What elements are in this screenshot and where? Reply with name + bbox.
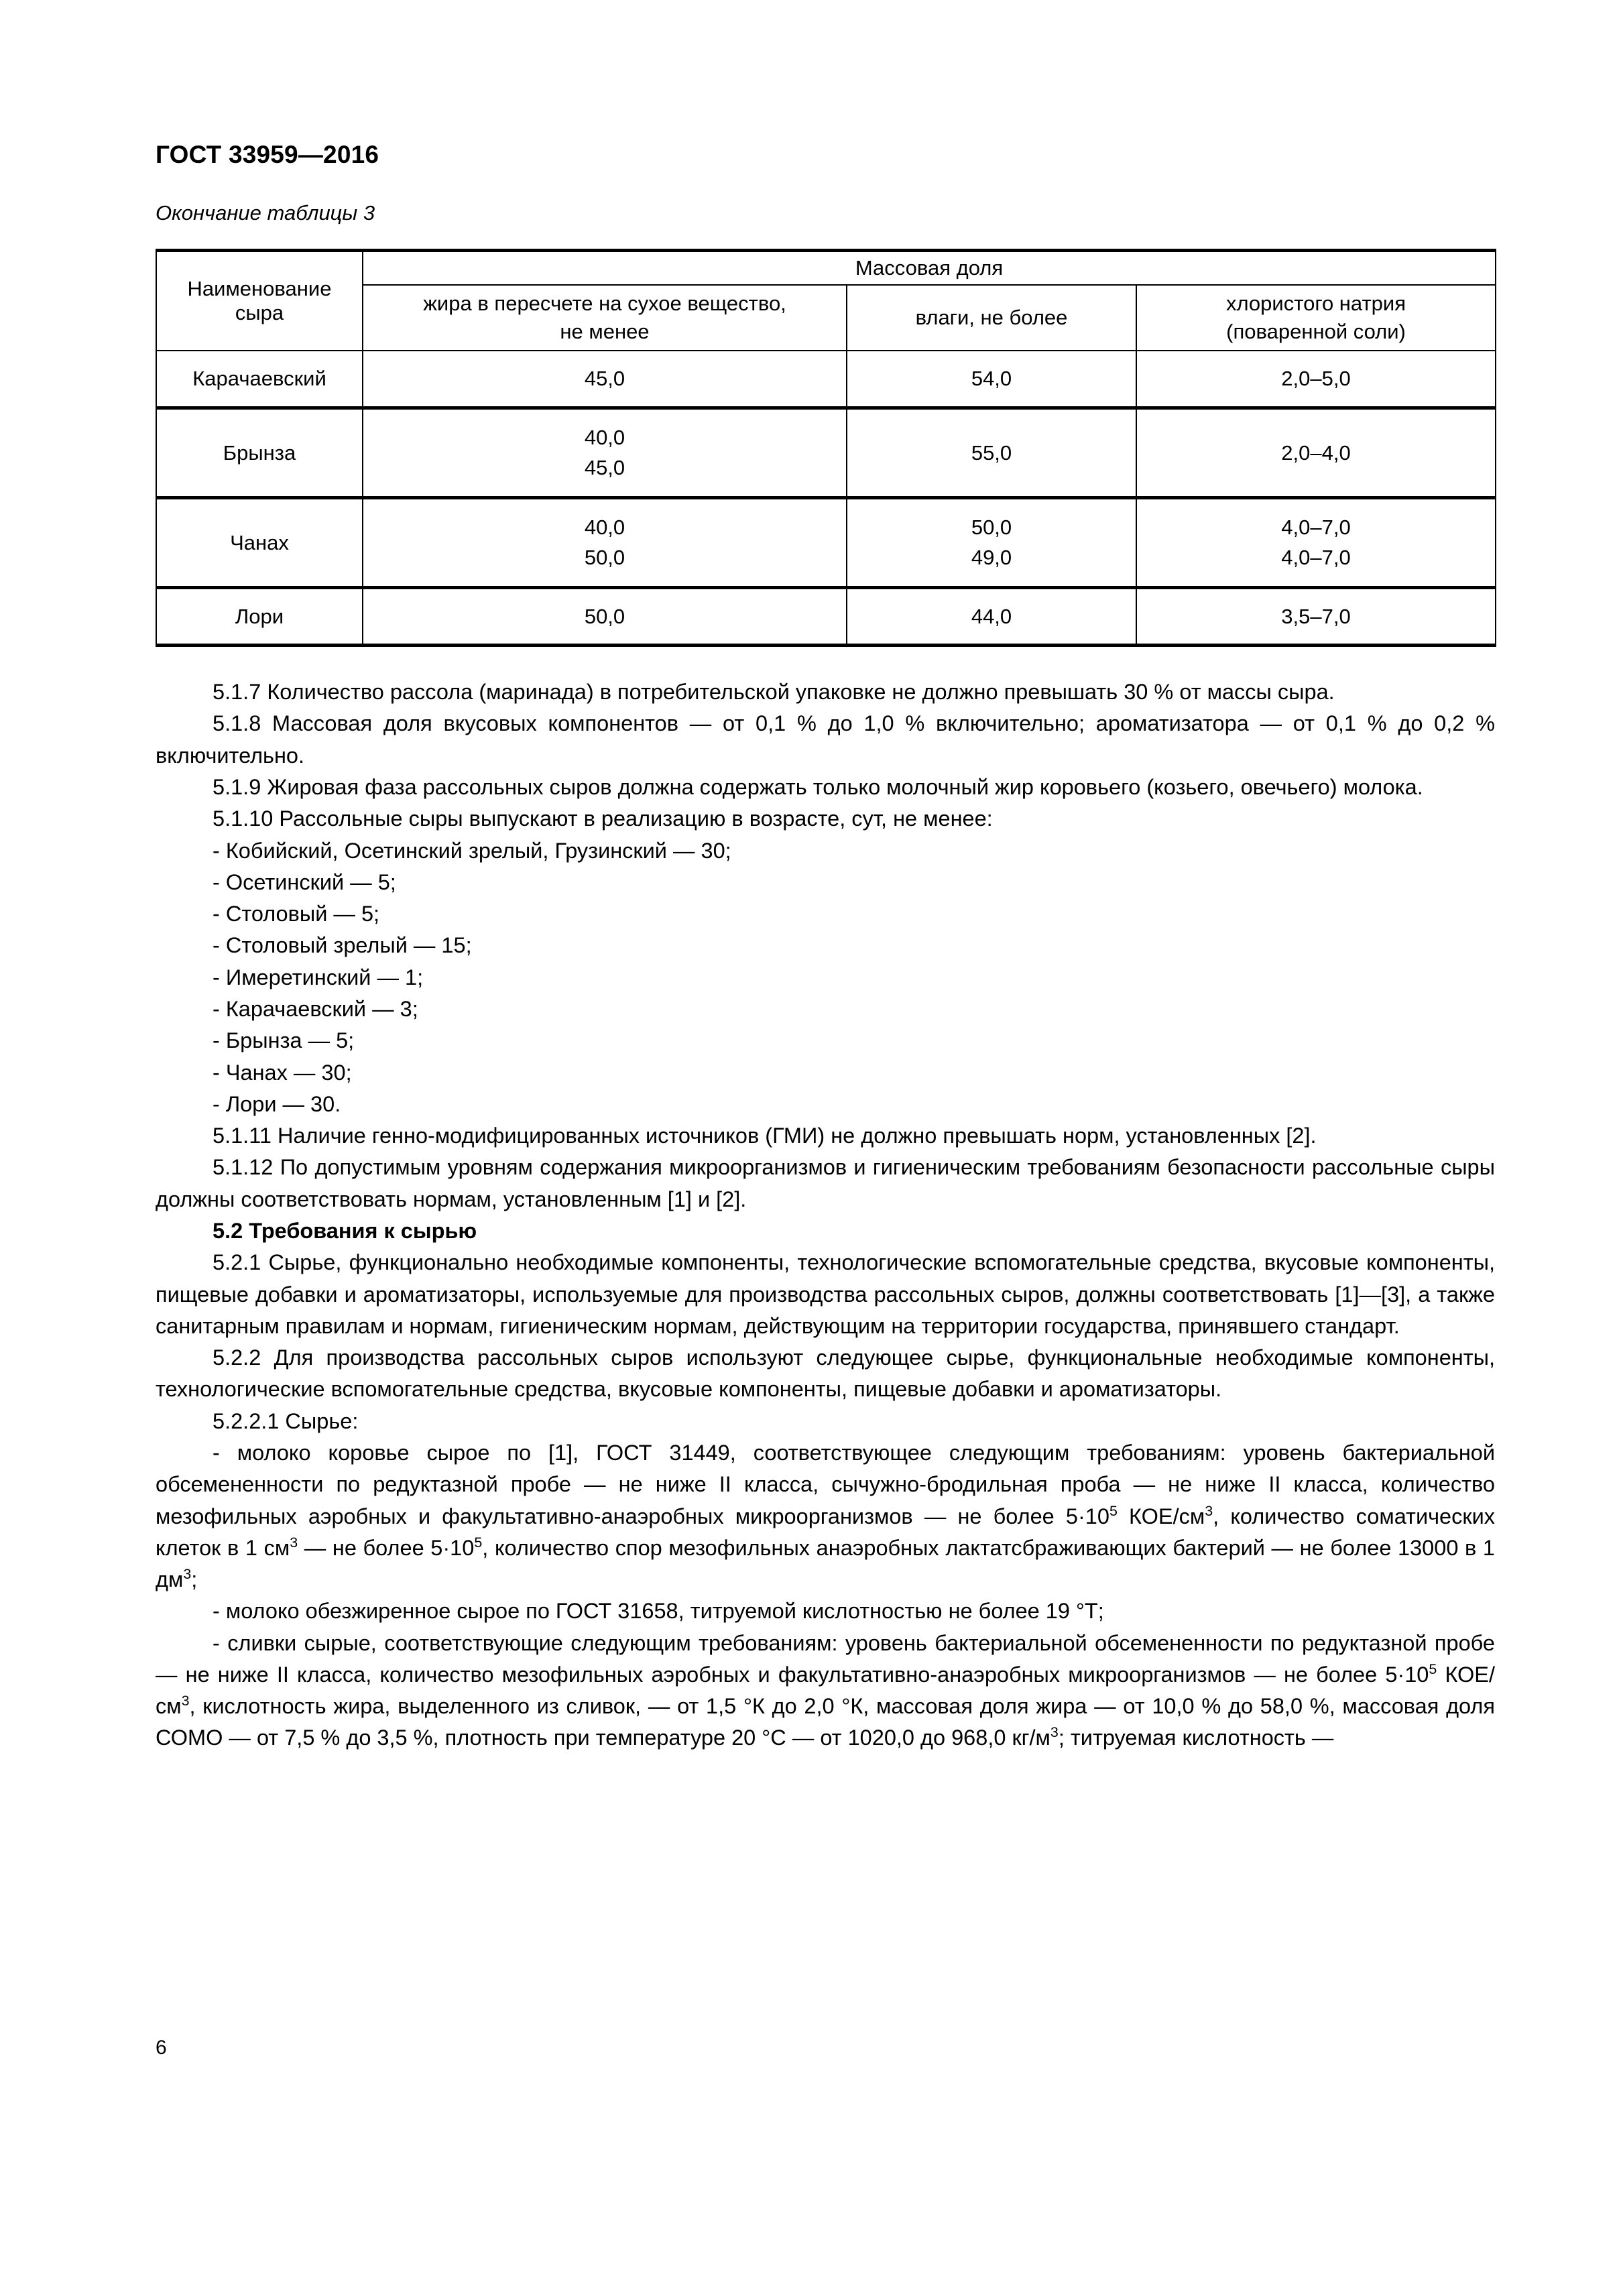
paragraph-5-1-10: 5.1.10 Рассольные сыры выпускают в реализацию в возрасте, сут, не менее: [213,806,993,831]
column-header-cheese-name: Наименование сыра [156,251,363,351]
paragraph-5-1-9: 5.1.9 Жировая фаза рассольных сыров должна содержать только молочный жир коровьего (козьего, овечьего) молока. [213,775,1423,800]
table-row [156,351,1496,408]
list-item: - Чанах — 30; [213,1060,352,1085]
list-item: - Столовый зрелый — 15; [213,933,472,958]
list-item-raw-cow-milk: - молоко коровье сырое по [1], ГОСТ 31449, соответствующее следующим требованиям: уровень бактериальной обсемененности по редуктазной пробе — не ниже II класса, сычужно-бродильная проба — не ниже II класса, количество мезофильных аэробных и факультативно-анаэробных микроорганизмов — не более $5\cdot 10^5$ КОЕ/$см^3$, количество соматических клеток в 1 $см^3$ — не более $5\cdot 10^5$, количество спор мезофильных анаэробных лактатсбраживающих бактерий — не более 13000 в 1 $дм^3$; [156,1440,1496,1592]
paragraph-5-1-7: 5.1.7 Количество рассола (маринада) в потребительской упаковке не должно превышать 30 % от массы сыра. [213,680,1335,705]
body-text-block [156,676,1495,1754]
list-item-raw-cream: - сливки сырые, соответствующие следующим требованиям: уровень бактериальной обсемененности по редуктазной пробе — не ниже II класса, количество мезофильных аэробных и факультативно-анаэробных микроорганизмов — не более $5\cdot 10^5$ КОЕ/$см^3$, кислотность жира, выделенного из сливок, — от 1,5 °К до 2,0 °К, массовая доля жира — от 10,0 % до 58,0 %, массовая доля СОМО — от 7,5 % до 3,5 %, плотность при температуре 20 °C — от 1020,0 до 968,0 $кг/м^3$; титруемая кислотность — [156,1630,1495,1750]
table-row [156,498,1496,588]
list-item: - Карачаевский — 3; [213,997,418,1021]
paragraph-5-1-12: 5.1.12 По допустимым уровням содержания микроорганизмов и гигиеническим требованиям безопасности рассольные сыры должны соответствовать нормам, установленным [1] и [2]. [156,1155,1495,1211]
table-body [156,351,1496,646]
section-heading-5-2: 5.2 Требования к сырью [213,1218,477,1243]
cell-fat: 50,0 [363,588,847,646]
table-header-row-1 [156,251,1496,286]
cell-salt: 2,0–4,0 [1136,408,1496,498]
cell-fat: 40,0 50,0 [363,498,847,588]
cell-cheese-name: Брынза [156,408,363,498]
paragraph-5-2-2-1: 5.2.2.1 Сырье: [213,1408,359,1433]
paragraph-5-2-1: 5.2.1 Сырье, функционально необходимые компоненты, технологические вспомогательные средства, вкусовые компоненты, пищевые добавки и ароматизаторы, используемые для производства рассольных сыров, должны соответствовать [1]—[3], а также санитарным правилам и нормам, гигиеническим нормам, действующим на территории государства, принявшего стандарт. [156,1250,1495,1338]
cell-salt: 3,5–7,0 [1136,588,1496,646]
table-row [156,408,1496,498]
cell-moisture: 44,0 [847,588,1136,646]
table-caption: Окончание таблицы 3 [156,201,375,225]
paragraph-5-1-11: 5.1.11 Наличие генно-модифицированных источников (ГМИ) не должно превышать норм, установленных [2]. [213,1124,1317,1148]
cell-cheese-name: Чанах [156,498,363,588]
cell-cheese-name: Карачаевский [156,351,363,408]
column-header-moisture: влаги, не более [847,285,1136,351]
column-header-sodium-chloride: хлористого натрия (поваренной соли) [1136,285,1496,351]
list-item: - Кобийский, Осетинский зрелый, Грузинский — 30; [213,838,731,863]
paragraph-5-1-8: 5.1.8 Массовая доля вкусовых компонентов — от 0,1 % до 1,0 % включительно; ароматизатора — от 0,1 % до 0,2 % включительно. [156,711,1495,768]
cell-moisture: 54,0 [847,351,1136,408]
table-head [156,251,1496,351]
cell-salt: 4,0–7,0 4,0–7,0 [1136,498,1496,588]
table-row [156,588,1496,646]
cell-fat: 45,0 [363,351,847,408]
paragraph-5-2-2: 5.2.2 Для производства рассольных сыров используют следующее сырье, функциональные необходимые компоненты, технологические вспомогательные средства, вкусовые компоненты, пищевые добавки и ароматизаторы. [156,1345,1495,1402]
list-item: - Осетинский — 5; [213,869,396,894]
cell-moisture: 55,0 [847,408,1136,498]
list-item: - Имеретинский — 1; [213,965,424,989]
standard-number-header: ГОСТ 33959—2016 [156,141,379,168]
page-number: 6 [156,2037,167,2059]
cell-moisture: 50,0 49,0 [847,498,1136,588]
page-content [156,0,1495,1754]
cell-fat: 40,0 45,0 [363,408,847,498]
list-item-skim-milk: - молоко обезжиренное сырое по ГОСТ 31658, титруемой кислотностью не более 19 °Т; [213,1599,1104,1624]
cell-salt: 2,0–5,0 [1136,351,1496,408]
list-item: - Столовый — 5; [213,902,380,926]
column-header-mass-fraction: Массовая доля [363,251,1496,286]
list-item: - Брынза — 5; [213,1028,355,1053]
column-header-fat-content: жира в пересчете на сухое вещество, не менее [363,285,847,351]
cell-cheese-name: Лори [156,588,363,646]
list-item: - Лори — 30. [213,1091,341,1116]
cheese-specification-table [156,249,1496,647]
